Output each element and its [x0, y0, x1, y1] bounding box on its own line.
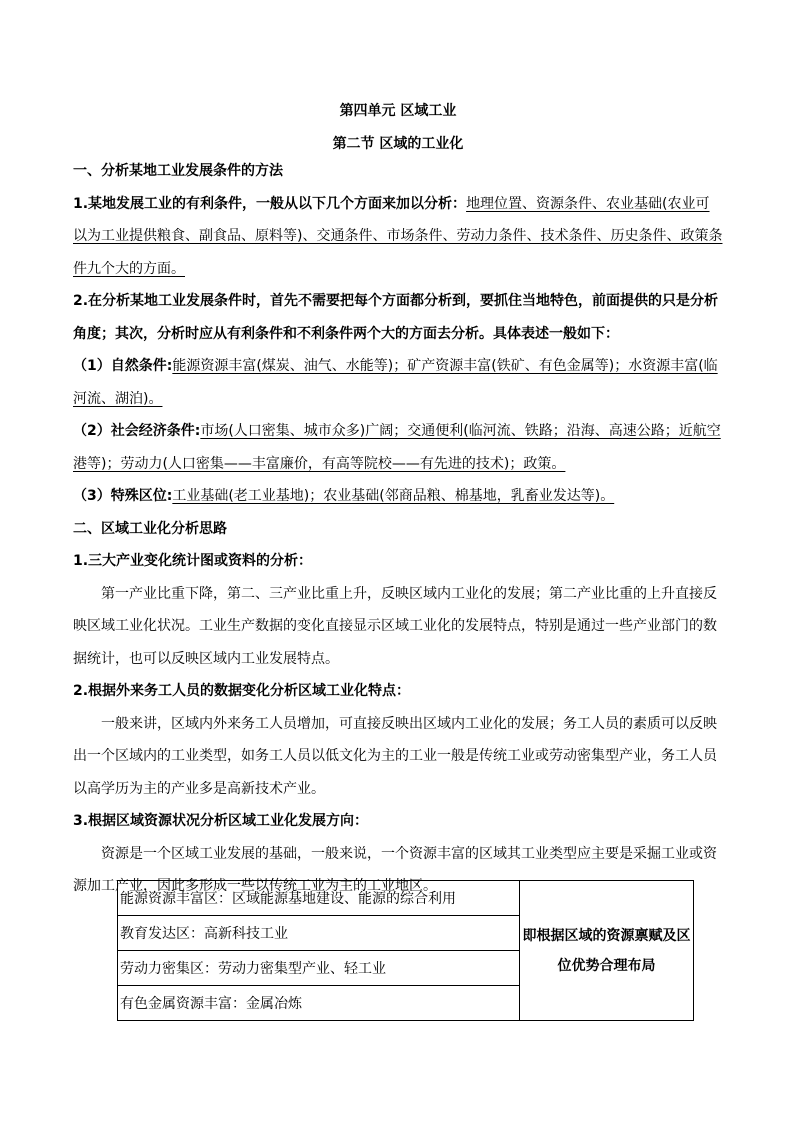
part2-heading: 二、区域工业化分析思路 — [73, 520, 227, 537]
part1-item1 — [73, 188, 723, 286]
table-cell: 有色金属资源丰富：金属冶炼 — [118, 986, 520, 1021]
natural-label: （1）自然条件: — [73, 358, 173, 374]
social-label: （2）社会经济条件: — [73, 423, 201, 439]
part2-s1-body: 第一产业比重下降，第二、三产业比重上升，反映区域内工业化的发展；第二产业比重的上升直接反映区域工业化状况。工业生产数据的变化直接显示区域工业化的发展特点，特别是通过一些产业部门的数据统计，也可以反映区域内工业发展特点。 — [73, 585, 717, 667]
part2-s2-head: 2.根据外来务工人员的数据变化分析区域工业化特点： — [73, 683, 411, 699]
part2-s3-head: 3.根据区域资源状况分析区域工业化发展方向： — [73, 813, 369, 829]
part2-s1-head: 1.三大产业变化统计图或资料的分析： — [73, 553, 313, 569]
table-cell: 教育发达区：高新科技工业 — [118, 916, 520, 951]
part1-item2: 2.在分析某地工业发展条件时，首先不需要把每个方面都分析到，要抓住当地特色，前面提供的只是分析角度；其次，分析时应从有利条件和不利条件两个大的方面去分析。具体表述一般如下： — [73, 293, 719, 342]
table-cell: 能源资源丰富区：区域能源基地建设、能源的综合利用 — [118, 881, 520, 916]
special-body: 工业基础(老工业基地)；农业基础(邻商品粮、棉基地，乳畜业发达等)。 — [172, 488, 615, 504]
social-body: 市场(人口密集、城市众多)广阔；交通便利(临河流、铁路；沿海、高速公路；近航空港等)；劳动力(人口密集——丰富廉价，有高等院校——有先进的技术)；政策。 — [73, 423, 721, 472]
item1-body: 地理位置、资源条件、农业基础(农业可以为工业提供粮食、副食品、原料等)、交通条件、市场条件、劳动力条件、技术条件、历史条件、政策条件九个大的方面。 — [73, 195, 723, 277]
document-page — [73, 100, 723, 903]
natural-conditions — [73, 350, 723, 415]
section-title: 第二节 区域的工业化 — [332, 136, 464, 152]
part1-heading: 一、分析某地工业发展条件的方法 — [73, 163, 283, 179]
table-cell: 劳动力密集区：劳动力密集型产业、轻工业 — [118, 951, 520, 986]
table-row — [118, 881, 694, 916]
resource-table — [117, 880, 694, 1021]
special-location — [73, 480, 723, 513]
table-summary-cell: 即根据区域的资源禀赋及区位优势合理布局 — [520, 881, 694, 1021]
special-label: （3）特殊区位: — [73, 488, 173, 504]
part2-s2-body: 一般来讲，区域内外来务工人员增加，可直接反映出区域内工业化的发展；务工人员的素质可以反映出一个区域内的工业类型，如务工人员以低文化为主的工业一般是传统工业或劳动密集型产业，务工人员以高学历为主的产业多是高新技术产业。 — [73, 715, 717, 797]
social-conditions — [73, 415, 723, 480]
unit-title: 第四单元 区域工业 — [339, 103, 457, 119]
natural-body: 能源资源丰富(煤炭、油气、水能等)；矿产资源丰富(铁矿、有色金属等)；水资源丰富(临河流、湖泊)。 — [73, 358, 718, 407]
part2-s3-body: 资源是一个区域工业发展的基础，一般来说，一个资源丰富的区域其工业类型应主要是采掘工业或资源加工产业，因此多形成一些以传统工业为主的工业地区。 — [73, 845, 717, 894]
item1-lead: 1.某地发展工业的有利条件，一般从以下几个方面来加以分析： — [73, 195, 467, 212]
